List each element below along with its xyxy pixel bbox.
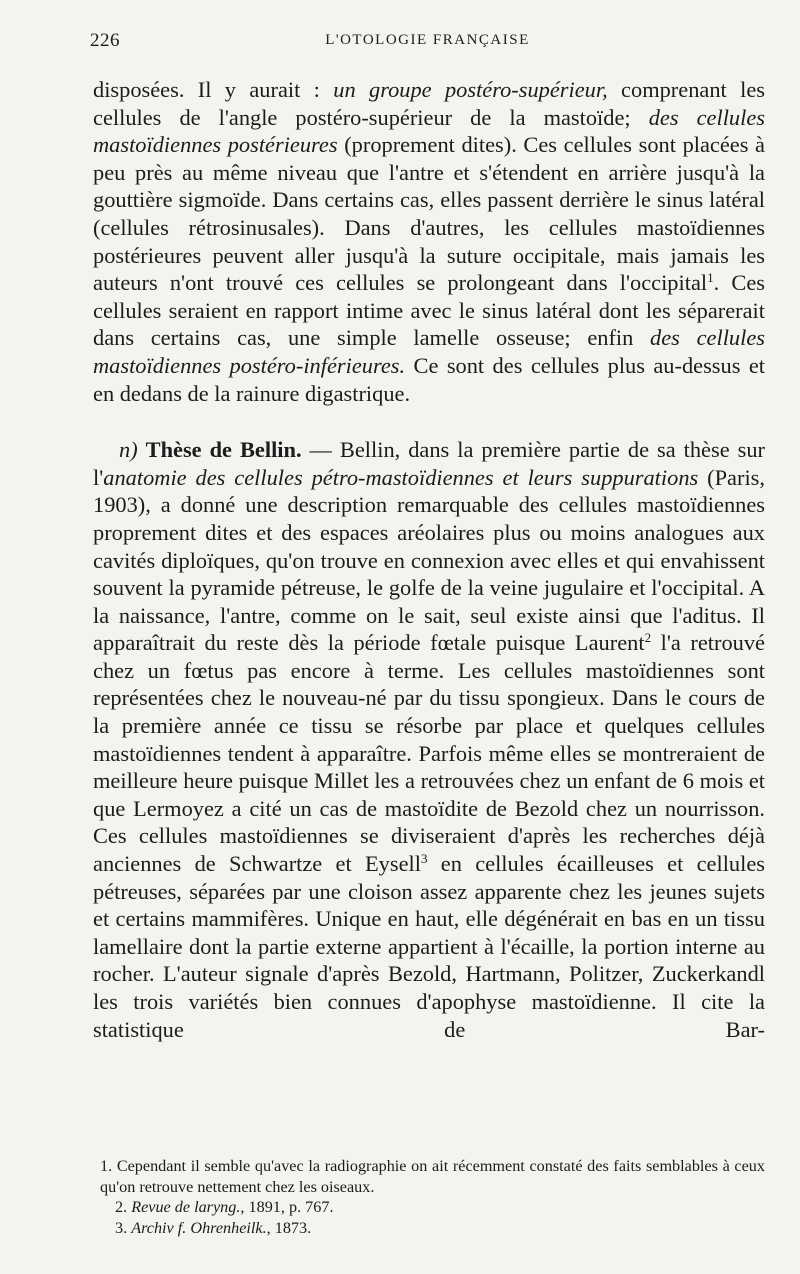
paragraph-mastoid-cell-groups <box>93 76 765 407</box>
page-number: 226 <box>90 30 120 51</box>
italic-term: un groupe postéro-supérieur, <box>333 77 608 102</box>
italic-term: des cellules mastoïdiennes postéro-inférieures. <box>93 325 765 378</box>
text-run: en cellules écailleuses et cellules pétreuses, séparées par une cloison assez apparente chez les jeunes sujets et certains mammifères. Unique en haut, elle dégénérait en bas en un tissu lamellaire dont la partie externe appartient à l'écaille, la portion interne au rocher. L'auteur signale d'après Bezold, Hartmann, Politzer, Zuckerkandl les trois variétés bien connues d'apophyse mastoïdienne. Il cite la statistique de Bar- <box>93 851 765 1042</box>
footnote-2 <box>115 1197 765 1218</box>
page-header <box>90 30 765 58</box>
footnotes <box>100 1156 765 1238</box>
footnote-source: Revue de laryng. <box>131 1198 241 1216</box>
text-run: (proprement dites). Ces cellules sont placées à peu près au même niveau que l'antre et s'étendent en arrière jusqu'à la gouttière sigmoïde. Dans certains cas, elles passent derrière le sinus latéral (cellules rétrosinusales). Dans d'autres, les cellules mastoïdiennes postérieures peuvent aller jusqu'à la suture occipitale, mais jamais les auteurs n'ont trouvé ces cellules se prolongeant dans l'occipital <box>93 132 765 296</box>
italic-term: des cellules mastoïdiennes postérieures <box>93 104 765 158</box>
footnote-number: 3. <box>115 1218 132 1237</box>
text-run: l'a retrouvé chez un fœtus pas encore à terme. Les cellules mastoïdiennes sont représentées chez le nouveau-né par du tissu spongieux. Dans le cours de la première année ce tissu se résorbe par place et quelques cellules mastoïdiennes tendent à apparaître. Parfois même elles se montreraient de meilleure heure puisque Millet les a retrouvées chez un enfant de 6 mois et que Lermoyez a cité un cas de mastoïdite de Bezold chez un nourrisson. Ces cellules mastoïdiennes se diviseraient d'après les recherches déjà anciennes de Schwartze et Eysell <box>93 630 765 877</box>
section-heading: Thèse de Bellin. <box>145 437 302 463</box>
footnote-1 <box>100 1156 765 1197</box>
section-label: n) <box>119 437 138 463</box>
footnote-text: 1. Cependant il semble qu'avec la radiographie on ait récemment constaté des faits semblables à ceux qu'on retrouve nettement chez les oiseaux. <box>100 1157 765 1196</box>
text-run: disposées. Il y aurait : <box>93 77 334 102</box>
footnote-text: , 1891, p. 767. <box>240 1198 334 1216</box>
body-text <box>93 76 765 1043</box>
running-title: L'OTOLOGIE FRANÇAISE <box>325 32 530 48</box>
text-run: comprenant les cellules de l'angle postéro-supérieur de la mastoïde; <box>93 77 765 130</box>
footnote-number: 2. <box>115 1198 132 1216</box>
text-run: Ce sont des cellules plus au-dessus et en dedans de la rainure digastrique. <box>93 352 766 406</box>
footnote-source: Archiv f. Ohrenheilk. <box>131 1218 267 1237</box>
text-run: — Bellin, dans la première partie de sa thèse sur l' <box>93 437 765 490</box>
footnote-3 <box>115 1218 765 1239</box>
footnote-ref-1: 1 <box>707 270 714 286</box>
text-run: . Ces cellules seraient en rapport intime avec le sinus latéral dont les séparerait dans certains cas, une simple lamelle osseuse; enfin <box>93 270 765 351</box>
footnote-text: , 1873. <box>266 1218 312 1237</box>
footnote-ref-3: 3 <box>420 851 428 867</box>
text-run: (Paris, 1903), a donné une description remarquable des cellules mastoïdiennes proprement dites et des espaces aréolaires plus ou moins analogues aux cavités diploïques, qu'on trouve en connexion avec elles et qui envahissent souvent la pyramide pétreuse, le golfe de la veine jugulaire et l'occipital. A la naissance, l'antre, comme on le sait, seul existe ainsi que l'aditus. Il apparaîtrait du reste dès la période fœtale puisque Laurent <box>93 464 765 656</box>
footnote-ref-2: 2 <box>644 630 652 646</box>
italic-title: anatomie des cellules pétro-mastoïdiennes et leurs suppurations <box>103 464 699 490</box>
paragraph-these-de-bellin <box>93 436 765 1043</box>
